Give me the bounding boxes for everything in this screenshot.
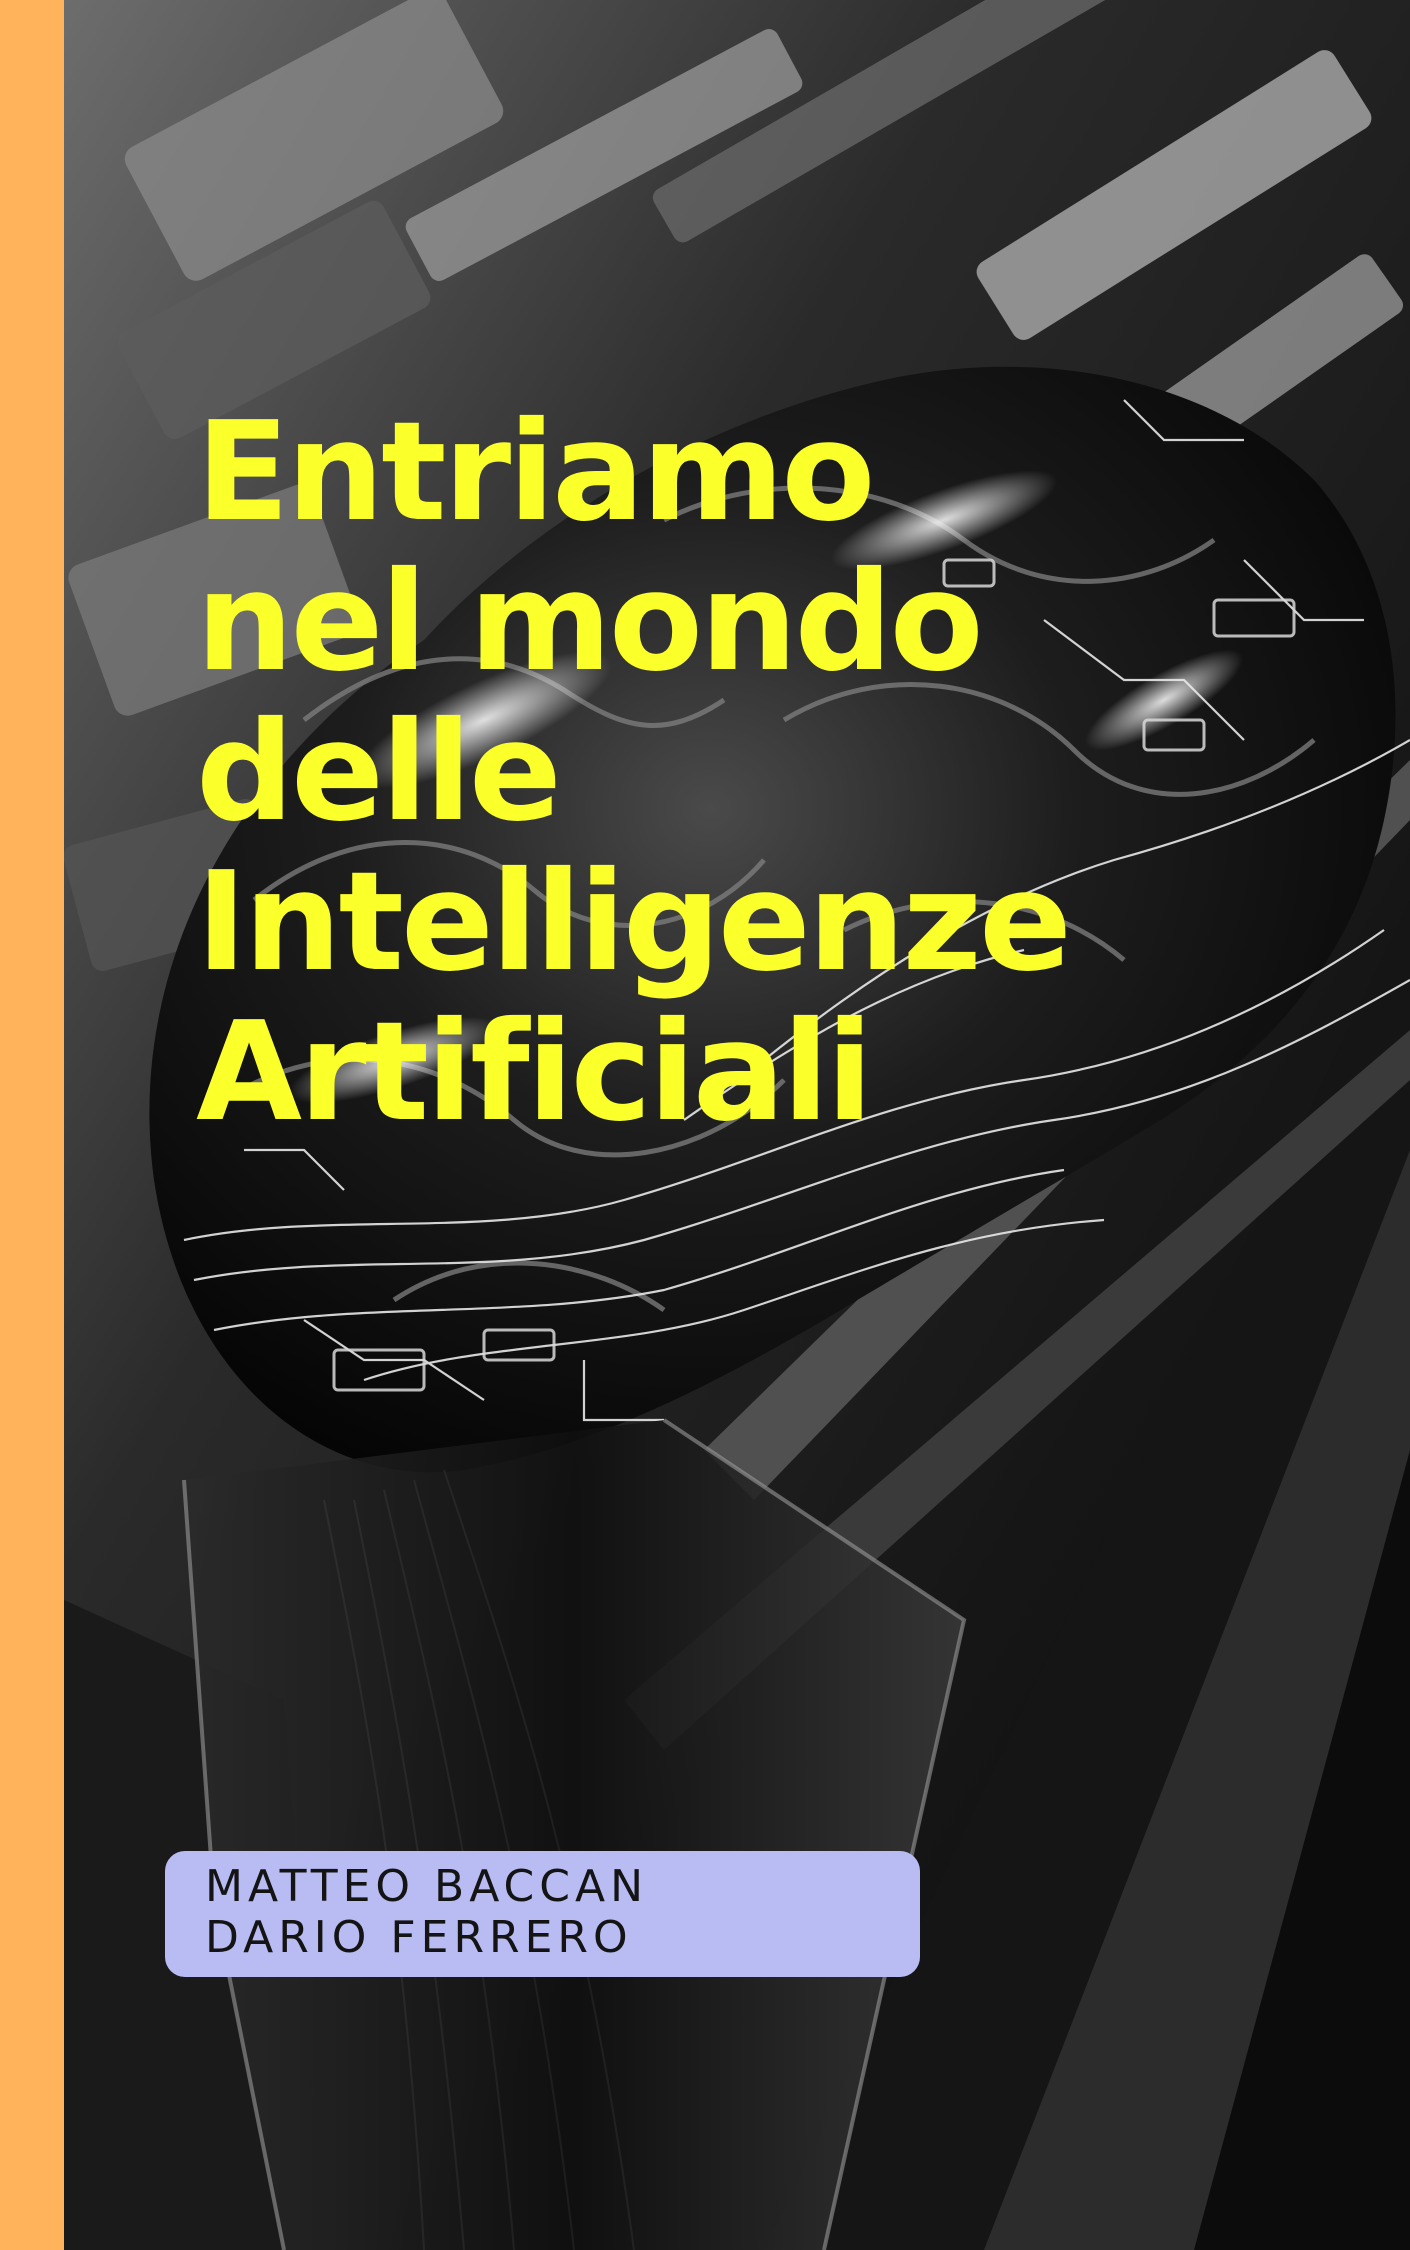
title-line-4: Intelligenze — [196, 843, 1069, 1002]
book-title — [196, 393, 1346, 1152]
authors-badge — [165, 1851, 920, 1977]
title-line-5: Artificiali — [196, 993, 871, 1152]
author-name-2: DARIO FERRERO — [205, 1912, 633, 1963]
title-line-2: nel mondo — [196, 543, 981, 702]
title-line-1: Entriamo — [196, 393, 873, 552]
spine-stripe — [0, 0, 64, 2250]
author-name-1: MATTEO BACCAN — [205, 1861, 649, 1912]
title-line-3: delle — [196, 693, 559, 852]
